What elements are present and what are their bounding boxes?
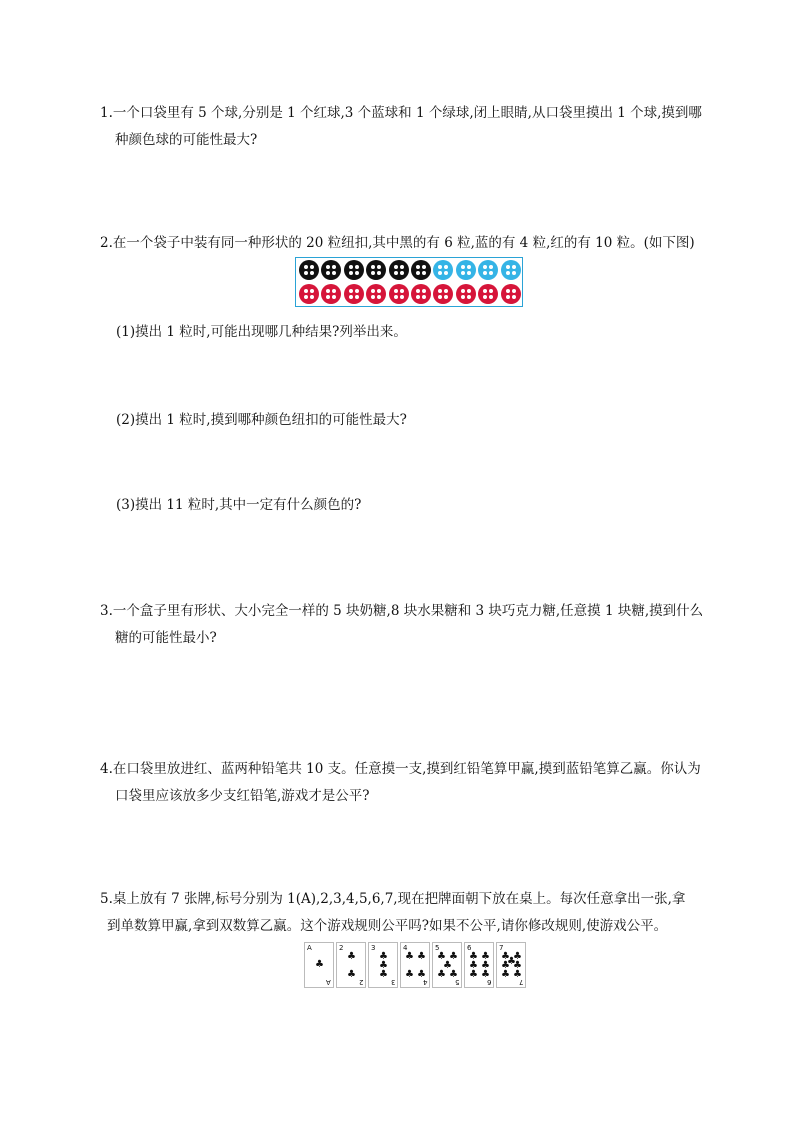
club-icon: ♣ [437, 969, 446, 980]
button-hole [377, 295, 381, 299]
playing-card [496, 942, 526, 988]
button-blue [433, 260, 453, 280]
playing-card [304, 942, 334, 988]
question-4-line-1: 4.在口袋里放进红、蓝两种铅笔共 10 支。任意摸一支,摸到红铅笔算甲赢,摸到蓝铅笔算乙赢。你认为 [100, 761, 701, 777]
button-hole [438, 271, 442, 275]
button-red [389, 284, 409, 304]
club-icon: ♣ [507, 956, 516, 967]
question-1 [100, 100, 720, 154]
button-hole [371, 265, 375, 269]
button-red [344, 284, 364, 304]
buttons-figure [295, 257, 523, 307]
playing-card [368, 942, 398, 988]
button-hole [467, 295, 471, 299]
button-hole [394, 289, 398, 293]
card-rank: 7 [499, 944, 504, 952]
question-3 [100, 598, 720, 652]
button-black [299, 260, 319, 280]
button-hole [438, 295, 442, 299]
question-2-sub-1: (1)摸出 1 粒时,可能出现哪几种结果?列举出来。 [116, 324, 407, 340]
button-hole [355, 265, 359, 269]
button-hole [512, 295, 516, 299]
playing-card [400, 942, 430, 988]
card-pips [405, 950, 425, 980]
button-hole [461, 289, 465, 293]
button-hole [506, 265, 510, 269]
card-rank: 2 [339, 944, 344, 952]
card-pips [437, 950, 457, 980]
card-pips [341, 950, 361, 980]
club-icon: ♣ [449, 969, 458, 980]
button-hole [467, 289, 471, 293]
club-icon: ♣ [417, 951, 426, 962]
button-blue [456, 260, 476, 280]
club-icon: ♣ [315, 959, 324, 970]
button-hole [310, 265, 314, 269]
question-3-line-1: 3.一个盒子里有形状、大小完全一样的 5 块奶糖,8 块水果糖和 3 块巧克力糖,任意摸 1 块糖,摸到什么 [100, 603, 704, 619]
button-hole [377, 265, 381, 269]
button-hole [483, 271, 487, 275]
button-hole [304, 265, 308, 269]
button-black [411, 260, 431, 280]
cards-figure [304, 942, 528, 988]
button-hole [326, 295, 330, 299]
button-hole [467, 271, 471, 275]
button-hole [461, 271, 465, 275]
button-hole [394, 265, 398, 269]
question-3-line-2: 糖的可能性最小? [115, 630, 217, 646]
button-hole [349, 289, 353, 293]
button-hole [332, 265, 336, 269]
card-rank: 2 [358, 978, 363, 986]
button-hole [422, 295, 426, 299]
club-icon: ♣ [513, 951, 522, 962]
button-hole [394, 271, 398, 275]
button-hole [422, 289, 426, 293]
button-red [366, 284, 386, 304]
button-hole [394, 295, 398, 299]
club-icon: ♣ [405, 951, 414, 962]
question-2 [100, 230, 720, 257]
button-hole [310, 271, 314, 275]
button-hole [377, 271, 381, 275]
button-hole [304, 271, 308, 275]
card-rank: 7 [518, 978, 523, 986]
button-red [456, 284, 476, 304]
card-rank: 5 [454, 978, 459, 986]
button-red [433, 284, 453, 304]
button-hole [326, 271, 330, 275]
card-rank: 6 [486, 978, 491, 986]
club-icon: ♣ [501, 960, 510, 971]
button-blue [501, 260, 521, 280]
button-hole [483, 289, 487, 293]
club-icon: ♣ [481, 960, 490, 971]
question-1-line-2: 种颜色球的可能性最大? [115, 132, 258, 148]
card-pips [373, 950, 393, 980]
button-hole [400, 265, 404, 269]
button-blue [478, 260, 498, 280]
buttons-row-top [299, 260, 523, 282]
button-hole [326, 265, 330, 269]
button-hole [506, 289, 510, 293]
playing-card [432, 942, 462, 988]
button-hole [377, 289, 381, 293]
club-icon: ♣ [347, 951, 356, 962]
button-hole [438, 289, 442, 293]
card-rank: A [326, 978, 331, 986]
card-pips [469, 950, 489, 980]
club-icon: ♣ [501, 951, 510, 962]
button-hole [512, 265, 516, 269]
button-red [299, 284, 319, 304]
button-hole [371, 295, 375, 299]
button-hole [310, 289, 314, 293]
button-red [411, 284, 431, 304]
button-black [344, 260, 364, 280]
button-hole [461, 295, 465, 299]
button-hole [371, 289, 375, 293]
button-hole [416, 271, 420, 275]
button-hole [489, 289, 493, 293]
card-rank: 5 [435, 944, 440, 952]
button-hole [506, 295, 510, 299]
button-hole [489, 265, 493, 269]
club-icon: ♣ [405, 969, 414, 980]
playing-card [336, 942, 366, 988]
button-hole [355, 289, 359, 293]
button-black [389, 260, 409, 280]
button-hole [304, 295, 308, 299]
card-rank: A [307, 944, 312, 952]
button-hole [416, 265, 420, 269]
button-hole [483, 295, 487, 299]
button-hole [444, 295, 448, 299]
button-hole [349, 271, 353, 275]
button-hole [349, 265, 353, 269]
button-hole [332, 289, 336, 293]
question-2-sub-3: (3)摸出 11 粒时,其中一定有什么颜色的? [116, 497, 362, 513]
question-4-line-2: 口袋里应该放多少支红铅笔,游戏才是公平? [115, 788, 370, 804]
question-2-line-1: 2.在一个袋子中装有同一种形状的 20 粒纽扣,其中黑的有 6 粒,蓝的有 4 粒,红的有 10 粒。(如下图) [100, 235, 695, 251]
question-1-line-1: 1.一个口袋里有 5 个球,分别是 1 个红球,3 个蓝球和 1 个绿球,闭上眼睛,从口袋里摸出 1 个球,摸到哪 [100, 105, 702, 121]
button-hole [371, 271, 375, 275]
button-hole [444, 265, 448, 269]
club-icon: ♣ [469, 969, 478, 980]
button-hole [461, 265, 465, 269]
club-icon: ♣ [469, 960, 478, 971]
card-pips [309, 950, 329, 980]
club-icon: ♣ [449, 951, 458, 962]
card-pips [501, 950, 521, 980]
button-hole [467, 265, 471, 269]
button-hole [483, 265, 487, 269]
button-hole [512, 271, 516, 275]
club-icon: ♣ [379, 960, 388, 971]
button-hole [489, 295, 493, 299]
question-5-line-1: 5.桌上放有 7 张牌,标号分别为 1(A),2,3,4,5,6,7,现在把牌面朝下放在桌上。每次任意拿出一张,拿 [100, 891, 686, 907]
button-red [321, 284, 341, 304]
club-icon: ♣ [379, 951, 388, 962]
club-icon: ♣ [443, 960, 452, 971]
button-red [501, 284, 521, 304]
playing-card [464, 942, 494, 988]
button-black [321, 260, 341, 280]
club-icon: ♣ [347, 969, 356, 980]
card-rank: 3 [371, 944, 376, 952]
club-icon: ♣ [501, 969, 510, 980]
question-2-sub-2: (2)摸出 1 粒时,摸到哪种颜色纽扣的可能性最大? [116, 412, 407, 428]
button-hole [444, 289, 448, 293]
club-icon: ♣ [469, 951, 478, 962]
button-hole [422, 271, 426, 275]
card-rank: 4 [422, 978, 427, 986]
club-icon: ♣ [379, 969, 388, 980]
button-red [478, 284, 498, 304]
club-icon: ♣ [513, 969, 522, 980]
button-hole [310, 295, 314, 299]
button-hole [349, 295, 353, 299]
buttons-row-bottom [299, 284, 523, 306]
club-icon: ♣ [437, 951, 446, 962]
button-hole [438, 265, 442, 269]
question-5 [100, 886, 720, 940]
button-hole [416, 295, 420, 299]
question-4 [100, 756, 720, 810]
club-icon: ♣ [481, 951, 490, 962]
question-5-line-2: 到单数算甲赢,拿到双数算乙赢。这个游戏规则公平吗?如果不公平,请你修改规则,使游戏公平。 [107, 918, 668, 934]
card-rank: 6 [467, 944, 472, 952]
button-hole [355, 295, 359, 299]
button-hole [422, 265, 426, 269]
button-hole [506, 271, 510, 275]
card-rank: 4 [403, 944, 408, 952]
button-hole [444, 271, 448, 275]
button-hole [489, 271, 493, 275]
button-hole [400, 271, 404, 275]
button-hole [304, 289, 308, 293]
button-black [366, 260, 386, 280]
button-hole [332, 295, 336, 299]
button-hole [326, 289, 330, 293]
button-hole [355, 271, 359, 275]
club-icon: ♣ [481, 969, 490, 980]
button-hole [400, 295, 404, 299]
club-icon: ♣ [417, 969, 426, 980]
button-hole [416, 289, 420, 293]
card-rank: 3 [390, 978, 395, 986]
club-icon: ♣ [513, 960, 522, 971]
button-hole [400, 289, 404, 293]
button-hole [332, 271, 336, 275]
button-hole [512, 289, 516, 293]
